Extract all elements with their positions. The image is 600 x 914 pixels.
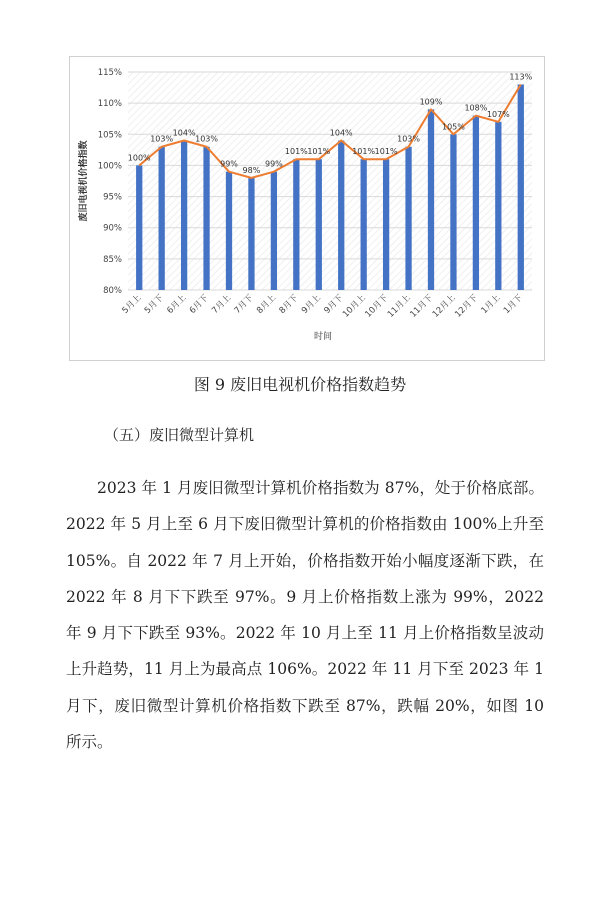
chart-svg [70,57,546,362]
x-tick-label: 11月下 [408,293,436,320]
x-tick-label: 12月下 [453,293,481,320]
x-tick-label: 7月上 [210,293,234,316]
y-tick-label: 95% [103,192,122,203]
data-label: 103% [150,134,174,144]
section-heading: （五）废旧微型计算机 [104,426,255,444]
data-label: 101% [307,147,331,157]
data-label: 103% [195,134,218,144]
data-label: 103% [397,134,420,144]
x-axis-title: 时间 [313,332,333,342]
data-label: 104% [172,128,196,138]
price-index-chart [69,56,545,361]
bar [495,122,501,290]
bar [473,116,479,290]
data-label: 105% [442,122,465,132]
figure-caption: 图 9 废旧电视机价格指数趋势 [193,375,407,394]
bar [136,165,142,290]
bar [159,147,165,290]
data-label: 99% [220,159,238,169]
x-tick-label: 11月上 [385,293,413,320]
x-tick-label: 1月上 [479,293,503,316]
bar [181,141,187,290]
data-label: 107% [486,109,510,119]
x-tick-label: 5月下 [142,293,166,316]
bar [405,147,411,290]
bar [271,172,277,290]
x-tick-label: 9月下 [322,293,346,316]
data-label: 101% [352,147,376,157]
body-paragraph: 2023 年 1 月废旧微型计算机价格指数为 87%，处于价格底部。2022 年 5 月上至 6 月下废旧微型计算机的价格指数由 100%上升至 105%。自 2022 年 7 月上开始，价格指数开始小幅度逐渐下跌，在 2022 年 8 月下下跌至 97%。9 月上价格指数上涨为 99%，2022 年 9 月下下跌至 93%。2022 年 10 月上至 11 月上价格指数呈波动上升趋势，11 月上为最高点 106%。2022 年 11 月下至 2023 年 1 月下，废旧微型计算机价格指数下跌至 87%，跌幅 20%，如图 10 所示。 [66,479,544,752]
bar [428,109,434,290]
bar [450,134,456,290]
x-tick-label: 6月下 [187,293,211,316]
data-label: 99% [264,159,283,169]
x-tick-label: 8月上 [255,293,279,316]
bar [248,178,254,290]
bar [361,159,367,290]
bar [203,147,209,290]
ytick-layer [98,68,122,296]
x-tick-label: 7月下 [232,293,256,316]
bar [383,159,389,290]
y-axis-title: 废旧电视机价格指数 [79,140,89,222]
bar [518,84,524,290]
y-tick-label: 85% [103,254,122,265]
xtick-layer [120,292,526,320]
x-tick-label: 8月下 [277,293,301,316]
data-label: 101% [374,147,398,157]
data-label: 109% [419,97,443,107]
x-tick-label: 10月上 [341,293,368,320]
y-tick-label: 90% [103,223,122,234]
x-tick-label: 1月下 [501,293,525,316]
y-tick-label: 100% [97,161,122,172]
y-tick-label: 110% [97,99,122,110]
x-tick-label: 5月上 [120,293,144,316]
x-tick-label: 12月上 [430,293,458,320]
x-tick-label: 10月下 [363,293,391,320]
x-tick-label: 6月上 [165,293,189,316]
data-label: 104% [329,128,353,138]
y-tick-label: 80% [103,286,122,296]
bar [293,159,299,290]
data-label: 100% [127,153,151,163]
data-label: 101% [284,147,308,157]
x-tick-label: 9月上 [299,293,323,316]
bar [338,141,344,290]
data-label: 108% [464,103,488,113]
data-label: 113% [509,72,533,82]
bar [226,172,232,290]
bar [316,159,322,290]
y-tick-label: 105% [97,130,122,141]
data-label: 98% [242,165,261,175]
y-tick-label: 115% [97,68,122,78]
